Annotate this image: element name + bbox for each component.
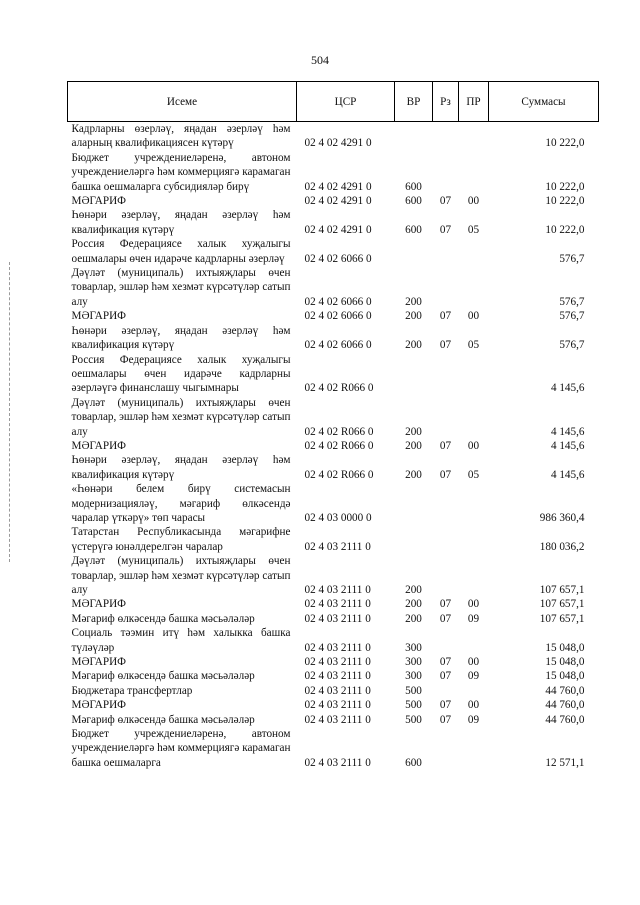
cell-name: Мәгариф өлкәсендә башка мәсьәләләр (71, 612, 255, 625)
table-row (68, 554, 599, 597)
table-row (68, 684, 599, 698)
table-row (68, 396, 599, 439)
cell-sum: 4 145,6 (550, 425, 585, 438)
cell-rz (433, 396, 459, 439)
cell-name: МӘГАРИФ (71, 310, 126, 323)
cell-sum: 107 657,1 (539, 612, 585, 625)
cell-vr: 200 (405, 339, 422, 352)
cell-csr: 02 4 02 R066 0 (304, 382, 374, 395)
cell-vr: 200 (405, 598, 422, 611)
cell-vr: 300 (405, 656, 422, 669)
cell-rz: 07 (439, 195, 452, 208)
cell-rz (433, 237, 459, 266)
cell-vr: 200 (405, 310, 422, 323)
cell-csr: 02 4 03 2111 0 (304, 756, 371, 769)
cell-sum: 576,7 (559, 252, 585, 265)
cell-rz (433, 353, 459, 396)
cell-vr: 200 (405, 425, 422, 438)
cell-sum: 12 571,1 (545, 756, 585, 769)
table-row (68, 194, 599, 208)
cell-name: Һөнәри әзерләү, яңадан әзерләү һәм квалификация күтәрү (71, 324, 291, 352)
cell-sum: 44 760,0 (545, 684, 585, 697)
cell-csr: 02 4 02 6066 0 (304, 310, 372, 323)
cell-name: «Һөнәри белем бирү системасын модернизацияләү, мәгариф өлкәсендә чаралар үткәрү» төп чарасы (71, 483, 291, 524)
table-row (68, 727, 599, 770)
cell-sum: 10 222,0 (545, 223, 585, 236)
table-row (68, 309, 599, 323)
cell-sum: 576,7 (559, 310, 585, 323)
cell-vr: 500 (405, 684, 422, 697)
cell-rz: 07 (439, 670, 452, 683)
cell-csr: 02 4 03 2111 0 (304, 699, 371, 712)
cell-pr: 09 (467, 670, 480, 683)
cell-pr (459, 525, 489, 554)
cell-name: МӘГАРИФ (71, 699, 126, 712)
cell-csr: 02 4 03 2111 0 (304, 713, 371, 726)
cell-rz (433, 266, 459, 309)
table-row (68, 626, 599, 655)
cell-pr (459, 727, 489, 770)
cell-pr: 05 (467, 339, 480, 352)
cell-name: Бюджет учреждениеләренә, автоном учреждениеләргә һәм коммерциягә карамаган башка оешмаларга субсидияләр бирү (71, 151, 291, 193)
cell-rz: 07 (439, 310, 452, 323)
cell-csr: 02 4 03 2111 0 (304, 670, 371, 683)
cell-pr (459, 266, 489, 309)
cell-csr: 02 4 03 2111 0 (304, 684, 371, 697)
cell-csr: 02 4 03 2111 0 (304, 540, 371, 553)
cell-rz (433, 482, 459, 525)
cell-pr: 09 (467, 713, 480, 726)
header-rz: Рз (433, 82, 459, 122)
cell-rz: 07 (439, 713, 452, 726)
cell-sum: 15 048,0 (545, 641, 585, 654)
cell-vr: 600 (405, 223, 422, 236)
cell-csr: 02 4 02 6066 0 (304, 252, 372, 265)
cell-sum: 576,7 (559, 339, 585, 352)
cell-sum: 4 145,6 (550, 439, 585, 452)
cell-pr: 05 (467, 223, 480, 236)
cell-name: МӘГАРИФ (71, 598, 126, 611)
table-row (68, 525, 599, 554)
cell-sum: 180 036,2 (539, 540, 585, 553)
cell-vr (395, 482, 433, 525)
table-row (68, 713, 599, 727)
table-row (68, 482, 599, 525)
cell-pr: 00 (467, 439, 480, 452)
cell-pr: 00 (467, 310, 480, 323)
cell-vr: 600 (405, 195, 422, 208)
cell-sum: 10 222,0 (545, 137, 585, 150)
cell-rz: 07 (439, 439, 452, 452)
cell-name: Россия Федерациясе халык хуҗалыгы оешмалары өчен идарәче кадрларны әзерләү (71, 238, 291, 265)
table-row (68, 237, 599, 266)
cell-csr: 02 4 02 R066 0 (304, 425, 374, 438)
cell-name: МӘГАРИФ (71, 439, 126, 452)
cell-name: Мәгариф өлкәсендә башка мәсьәләләр (71, 713, 255, 726)
cell-name: Бюджетара трансфертлар (71, 684, 193, 697)
cell-pr: 05 (467, 468, 480, 481)
cell-sum: 4 145,6 (550, 382, 585, 395)
cell-sum: 576,7 (559, 295, 585, 308)
cell-name: Һөнәри әзерләү, яңадан әзерләү һәм квалификация күтәрү (71, 209, 291, 236)
cell-vr: 300 (405, 670, 422, 683)
header-vr: ВР (395, 82, 433, 122)
table-row (68, 669, 599, 683)
cell-vr: 300 (405, 641, 422, 654)
cell-sum: 107 657,1 (539, 598, 585, 611)
cell-vr: 600 (405, 180, 422, 193)
cell-name: Дәүләт (муниципаль) ихтыяҗлары өчен товарлар, эшләр һәм хезмәт күрсәтүләр сатып алу (71, 555, 291, 596)
cell-pr (459, 684, 489, 698)
cell-vr: 200 (405, 439, 422, 452)
budget-table (67, 81, 599, 770)
cell-csr: 02 4 02 4291 0 (304, 180, 372, 193)
table-row (68, 266, 599, 309)
cell-rz: 07 (439, 656, 452, 669)
cell-name: Дәүләт (муниципаль) ихтыяҗлары өчен товарлар, эшләр һәм хезмәт күрсәтүләр сатып алу (71, 267, 291, 308)
cell-pr (459, 151, 489, 194)
table-row (68, 439, 599, 453)
cell-sum: 986 360,4 (539, 511, 585, 524)
cell-csr: 02 4 02 R066 0 (304, 468, 374, 481)
cell-name: Кадрларны өзерләү, яңадан әзерләү һәм аларның квалификациясен күтәрү (71, 123, 291, 150)
cell-vr (395, 525, 433, 554)
cell-vr: 500 (405, 713, 422, 726)
cell-name: Дәүләт (муниципаль) ихтыяҗлары өчен товарлар, эшләр һәм хезмәт күрсәтүләр сатып алу (71, 396, 291, 438)
cell-rz: 07 (439, 223, 452, 236)
cell-name: МӘГАРИФ (71, 656, 126, 669)
cell-pr (459, 554, 489, 597)
margin-binding-mark (9, 262, 10, 562)
cell-vr (395, 237, 433, 266)
cell-vr: 600 (405, 756, 422, 769)
cell-pr: 00 (467, 656, 480, 669)
cell-name: Социаль тәэмин итү һәм халыкка башка түләүләр (71, 627, 291, 654)
cell-rz: 07 (439, 339, 452, 352)
cell-rz (433, 554, 459, 597)
table-row (68, 453, 599, 482)
cell-name: Татарстан Республикасында мәгарифне үстерүгә юнәлдерелгән чаралар (71, 526, 291, 553)
cell-rz: 07 (439, 699, 452, 712)
table-header (68, 82, 599, 122)
table-row (68, 612, 599, 626)
page-number: 504 (311, 53, 329, 67)
cell-csr: 02 4 02 R066 0 (304, 439, 374, 452)
cell-rz (433, 525, 459, 554)
table-row (68, 324, 599, 353)
cell-csr: 02 4 03 0000 0 (304, 511, 372, 524)
cell-rz: 07 (439, 612, 452, 625)
cell-vr: 200 (405, 468, 422, 481)
cell-sum: 44 760,0 (545, 713, 585, 726)
cell-csr: 02 4 03 2111 0 (304, 641, 371, 654)
cell-csr: 02 4 02 6066 0 (304, 339, 372, 352)
cell-pr: 00 (467, 598, 480, 611)
cell-rz: 07 (439, 598, 452, 611)
cell-name: Һөнәри әзерләү, яңадан әзерләү һәм квалификация күтәрү (71, 454, 291, 481)
cell-vr: 200 (405, 612, 422, 625)
cell-csr: 02 4 03 2111 0 (304, 598, 371, 611)
cell-sum: 15 048,0 (545, 656, 585, 669)
table-row (68, 151, 599, 194)
header-pr: ПР (459, 82, 489, 122)
cell-pr (459, 237, 489, 266)
table-body (68, 122, 599, 771)
table-row (68, 655, 599, 669)
cell-sum: 15 048,0 (545, 670, 585, 683)
cell-rz (433, 626, 459, 655)
cell-vr (395, 353, 433, 396)
cell-rz (433, 727, 459, 770)
cell-pr (459, 626, 489, 655)
table-row (68, 122, 599, 151)
cell-csr: 02 4 02 4291 0 (304, 223, 372, 236)
cell-vr: 200 (405, 584, 422, 596)
cell-csr: 02 4 02 6066 0 (304, 295, 372, 308)
cell-csr: 02 4 03 2111 0 (304, 584, 371, 596)
cell-csr: 02 4 02 4291 0 (304, 195, 372, 208)
cell-rz (433, 684, 459, 698)
cell-pr (459, 122, 489, 151)
cell-vr: 500 (405, 699, 422, 712)
cell-rz (433, 122, 459, 151)
cell-vr (395, 122, 433, 151)
cell-pr: 09 (467, 612, 480, 625)
header-csr: ЦСР (297, 82, 395, 122)
cell-pr: 00 (467, 195, 480, 208)
cell-sum: 10 222,0 (545, 195, 585, 208)
cell-sum: 10 222,0 (545, 180, 585, 193)
cell-pr (459, 396, 489, 439)
cell-sum: 107 657,1 (539, 584, 585, 596)
cell-sum: 4 145,6 (550, 468, 585, 481)
cell-rz: 07 (439, 468, 452, 481)
cell-pr: 00 (467, 699, 480, 712)
cell-csr: 02 4 03 2111 0 (304, 612, 371, 625)
cell-csr: 02 4 02 4291 0 (304, 137, 372, 150)
cell-name: МӘГАРИФ (71, 195, 126, 208)
table-row (68, 597, 599, 611)
cell-vr: 200 (405, 295, 422, 308)
cell-rz (433, 151, 459, 194)
cell-name: Бюджет учреждениеләренә, автоном учреждениеләргә һәм коммерциягә карамаган башка оешмаларга (71, 728, 291, 769)
cell-pr (459, 353, 489, 396)
cell-csr: 02 4 03 2111 0 (304, 656, 371, 669)
cell-name: Россия Федерациясе халык хуҗалыгы оешмалары өчен идарәче кадрларны әзерләүгә финанслашу чыгымнары (71, 353, 291, 395)
cell-sum: 44 760,0 (545, 699, 585, 712)
cell-name: Мәгариф өлкәсендә башка мәсьәләләр (71, 670, 255, 683)
table-row (68, 208, 599, 237)
table-row (68, 698, 599, 712)
cell-pr (459, 482, 489, 525)
table-row (68, 353, 599, 396)
header-name: Исеме (68, 82, 297, 122)
header-sum: Суммасы (489, 82, 599, 122)
